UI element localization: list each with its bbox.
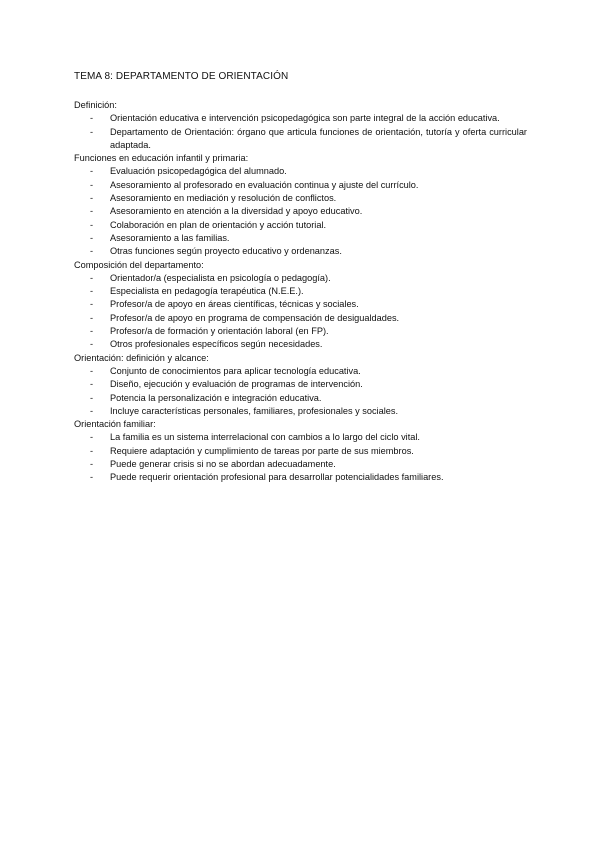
list-item-text: Profesor/a de apoyo en programa de compensación de desigualdades.: [110, 312, 400, 323]
bullet-marker: -: [90, 326, 94, 337]
bullet-marker: -: [90, 312, 94, 323]
list-item-text: Incluye características personales, familiares, profesionales y sociales.: [110, 405, 399, 416]
section-list: [74, 272, 527, 352]
bullet-marker: -: [90, 379, 94, 390]
list-item-text: Orientación educativa e intervención psicopedagógica son parte integral de la acción educativa.: [110, 113, 500, 124]
list-item-text: Colaboración en plan de orientación y acción tutorial.: [110, 219, 327, 230]
list-item: [74, 245, 527, 258]
section-list: [74, 365, 527, 418]
list-item-text: Conjunto de conocimientos para aplicar tecnología educativa.: [110, 365, 361, 376]
bullet-marker: -: [90, 405, 94, 416]
list-item-text: La familia es un sistema interrelacional con cambios a lo largo del ciclo vital.: [110, 432, 420, 443]
bullet-marker: -: [90, 232, 94, 243]
list-item: [74, 126, 527, 153]
bullet-marker: -: [90, 272, 94, 283]
section-list: [74, 112, 527, 152]
list-item: [74, 179, 527, 192]
section-heading: Orientación familiar:: [74, 419, 156, 430]
section-orientacion-familiar: [74, 418, 527, 484]
list-item: [74, 312, 527, 325]
section-heading: Composición del departamento:: [74, 259, 204, 270]
list-item: [74, 112, 527, 125]
section-heading: Definición:: [74, 100, 117, 110]
bullet-marker: -: [90, 459, 94, 470]
list-item: [74, 405, 527, 418]
section-funciones: [74, 152, 527, 258]
list-item-text: Puede generar crisis si no se abordan adecuadamente.: [110, 459, 336, 470]
list-item-text: Asesoramiento a las familias.: [110, 232, 230, 243]
bullet-marker: -: [90, 286, 94, 297]
list-item-text: Profesor/a de apoyo en áreas científicas, técnicas y sociales.: [110, 299, 359, 310]
list-item-text: Asesoramiento en mediación y resolución de conflictos.: [110, 193, 337, 204]
list-item-text: Evaluación psicopedagógica del alumnado.: [110, 166, 287, 177]
list-item-text: Profesor/a de formación y orientación laboral (en FP).: [110, 326, 329, 337]
list-item-text: Asesoramiento en atención a la diversidad y apoyo educativo.: [110, 206, 363, 217]
list-item-text: Diseño, ejecución y evaluación de programas de intervención.: [110, 379, 363, 390]
list-item: [74, 392, 527, 405]
list-item: [74, 272, 527, 285]
list-item-text: Orientador/a (especialista en psicología o pedagogía).: [110, 272, 331, 283]
list-item-text: Potencia la personalización e integración educativa.: [110, 392, 322, 403]
bullet-marker: -: [90, 193, 94, 204]
list-item: [74, 458, 527, 471]
section-heading: Orientación: definición y alcance:: [74, 352, 209, 363]
list-item: [74, 431, 527, 444]
list-item: [74, 192, 527, 205]
list-item: [74, 445, 527, 458]
bullet-marker: -: [90, 126, 94, 137]
bullet-marker: -: [90, 179, 94, 190]
list-item: [74, 325, 527, 338]
list-item: [74, 338, 527, 351]
document-body: [74, 99, 527, 485]
list-item: [74, 298, 527, 311]
section-orientacion-alcance: [74, 352, 527, 418]
bullet-marker: -: [90, 365, 94, 376]
list-item: [74, 285, 527, 298]
list-item: [74, 365, 527, 378]
bullet-marker: -: [90, 206, 94, 217]
list-item-text: Otros profesionales específicos según necesidades.: [110, 339, 323, 350]
list-item: [74, 165, 527, 178]
list-item-text: Departamento de Orientación: órgano que articula funciones de orientación, tutoría y oferta curricular adaptada.: [110, 126, 527, 150]
bullet-marker: -: [90, 166, 94, 177]
bullet-marker: -: [90, 299, 94, 310]
section-list: [74, 431, 527, 484]
list-item: [74, 232, 527, 245]
bullet-marker: -: [90, 339, 94, 350]
list-item-text: Asesoramiento al profesorado en evaluación continua y ajuste del currículo.: [110, 179, 419, 190]
bullet-marker: -: [90, 219, 94, 230]
list-item-text: Requiere adaptación y cumplimiento de tareas por parte de sus miembros.: [110, 445, 414, 456]
bullet-marker: -: [90, 113, 94, 124]
section-list: [74, 165, 527, 258]
bullet-marker: -: [90, 392, 94, 403]
bullet-marker: -: [90, 472, 94, 483]
document-title: TEMA 8: DEPARTAMENTO DE ORIENTACIÓN: [74, 71, 289, 82]
bullet-marker: -: [90, 432, 94, 443]
list-item-text: Otras funciones según proyecto educativo y ordenanzas.: [110, 246, 342, 257]
list-item: [74, 205, 527, 218]
list-item-text: Especialista en pedagogía terapéutica (N.E.E.).: [110, 286, 304, 297]
section-definicion: [74, 99, 527, 152]
list-item: [74, 378, 527, 391]
bullet-marker: -: [90, 445, 94, 456]
list-item: [74, 471, 527, 484]
list-item-text: Puede requerir orientación profesional para desarrollar potencialidades familiares.: [110, 472, 444, 483]
section-heading: Funciones en educación infantil y primaria:: [74, 153, 249, 164]
list-item: [74, 219, 527, 232]
section-composicion: [74, 259, 527, 352]
bullet-marker: -: [90, 246, 94, 257]
